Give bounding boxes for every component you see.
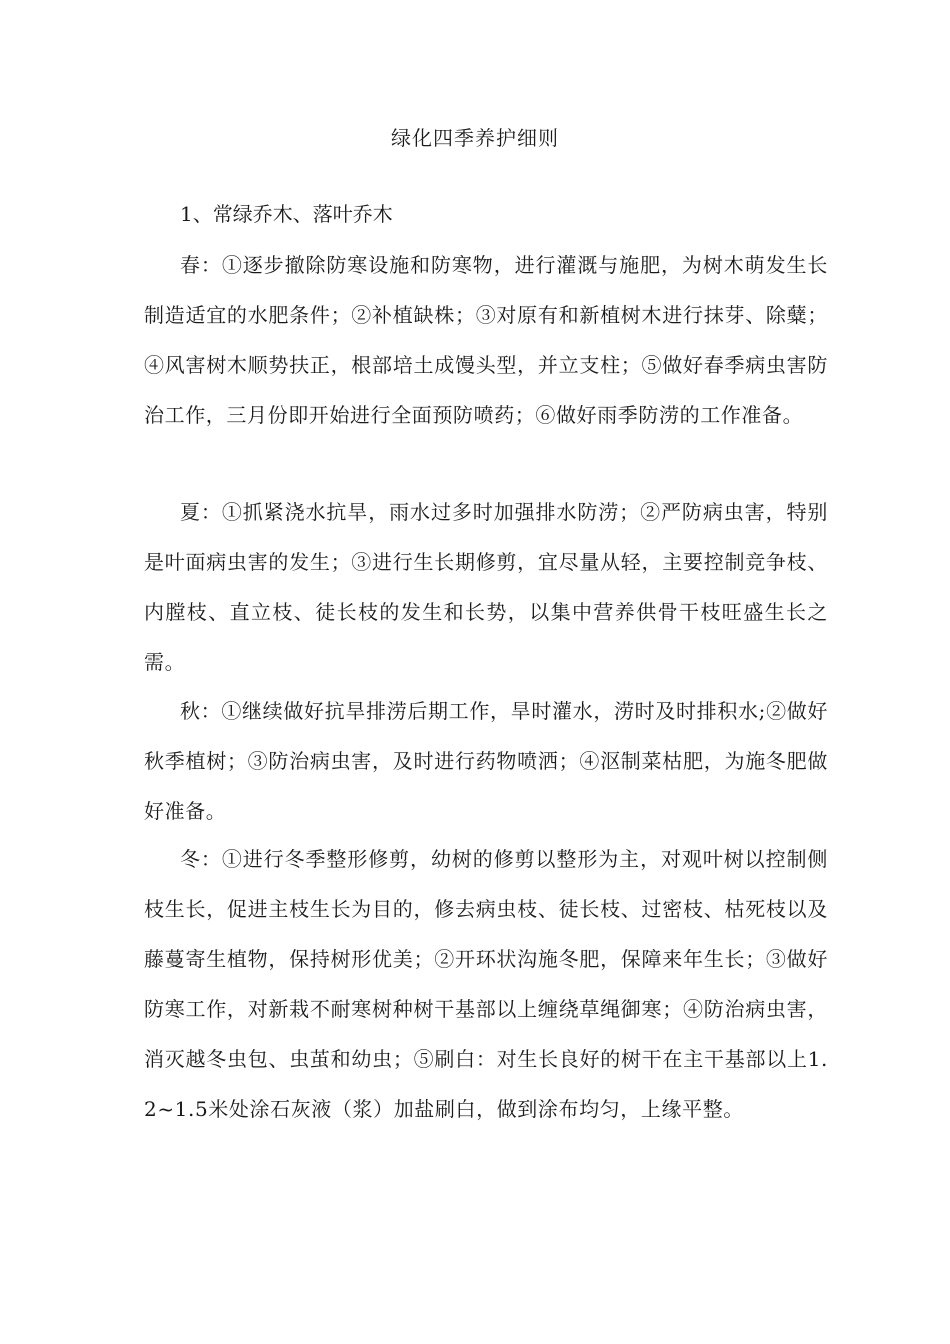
- paragraph-summer: 夏：①抓紧浇水抗旱，雨水过多时加强排水防涝；②严防病虫害，特别是叶面病虫害的发生；③进行生长期修剪，宜尽量从轻，主要控制竞争枝、内膛枝、直立枝、徒长枝的发生和长势，以集中营养供骨干枝旺盛生长之需。: [144, 500, 828, 674]
- section-heading: 1、常绿乔木、落叶乔木: [180, 202, 393, 226]
- paragraph-winter: 冬：①进行冬季整形修剪，幼树的修剪以整形为主，对观叶树以控制侧枝生长，促进主枝生长为目的，修去病虫枝、徒长枝、过密枝、枯死枝以及藤蔓寄生植物，保持树形优美；②开环状沟施冬肥，保障来年生长；③做好防寒工作，对新栽不耐寒树种树干基部以上缠绕草绳御寒；④防治病虫害，消灭越冬虫包、虫茧和幼虫；⑤刷白：对生长良好的树干在主干基部以上1.2~1.5米处涂石灰液（浆）加盐刷白，做到涂布均匀，上缘平整。: [144, 847, 828, 1121]
- document-title: 绿化四季养护细则: [391, 126, 559, 150]
- paragraph-spring: 春：①逐步撤除防寒设施和防寒物，进行灌溉与施肥，为树木萌发生长制造适宜的水肥条件；②补植缺株；③对原有和新植树木进行抹芽、除糵；④风害树木顺势扶正，根部培土成馒头型，并立支柱；⑤做好春季病虫害防治工作，三月份即开始进行全面预防喷药；⑥做好雨季防涝的工作准备。: [144, 253, 828, 427]
- paragraph-autumn: 秋：①继续做好抗旱排涝后期工作，旱时灌水，涝时及时排积水;②做好秋季植树；③防治病虫害，及时进行药物喷洒；④沤制菜枯肥，为施冬肥做好准备。: [144, 699, 828, 823]
